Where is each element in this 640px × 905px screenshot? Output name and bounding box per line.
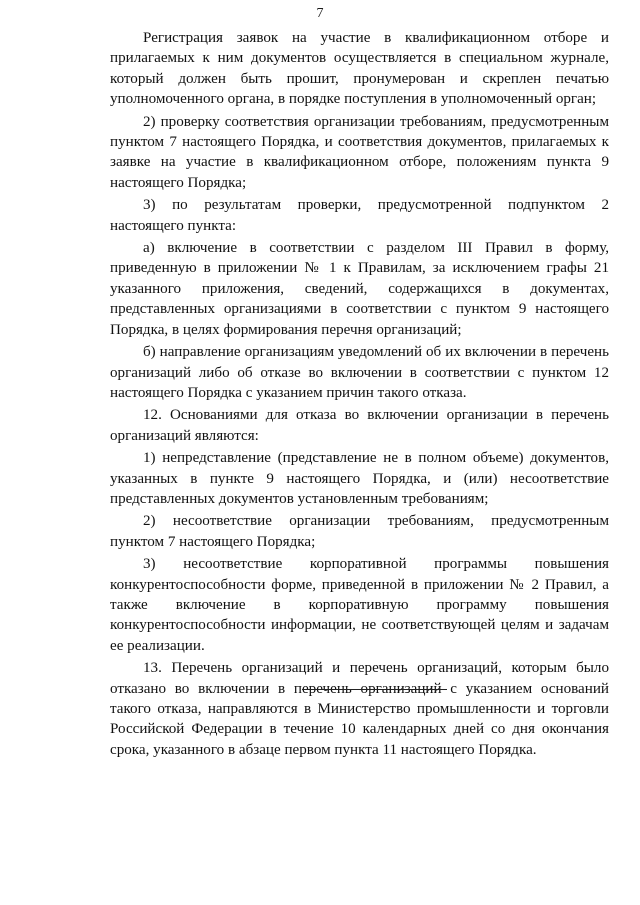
page-number: 7 [316, 6, 324, 21]
paragraph-subitem-b: б) направление организациям уведомлений об их включении в перечень организаций либо об отказе во включении в соответствии с пунктом 12 настоящего Порядка с указанием причин такого отказа. [110, 344, 609, 401]
paragraph-clause-12-item-1: 1) непредставление (представление не в полном объеме) документов, указанных в пункте 9 настоящего Порядка, и (или) несоответствие представленных документов установленным требованиям; [110, 450, 609, 507]
paragraph-clause-12-item-3: 3) несоответствие корпоративной программы повышения конкурентоспособности форме, приведенной в приложении № 2 Правил, а также включение в корпоративную программу повышения конкурентоспособности информации, не соответствующей целям и задачам ее реализации. [110, 556, 609, 654]
end-of-document-rule [302, 689, 447, 690]
paragraph-item-3-results: 3) по результатам проверки, предусмотренной подпунктом 2 настоящего пункта: [110, 197, 609, 234]
paragraph-clause-13: 13. Перечень организаций и перечень организаций, которым было отказано во включении в перечень организаций с указанием оснований такого отказа, направляются в Министерство промышленности и торговли Российской Федерации в течение 10 календарных дней со дня окончания срока, указанного в абзаце первом пункта 11 настоящего Порядка. [110, 660, 609, 758]
paragraph-clause-12: 12. Основаниями для отказа во включении организации в перечень организаций являются: [110, 407, 609, 444]
paragraph-clause-12-item-2: 2) несоответствие организации требованиям, предусмотренным пунктом 7 настоящего Порядка; [110, 513, 609, 550]
paragraph-item-2-check: 2) проверку соответствия организации требованиям, предусмотренным пунктом 7 настоящего Порядка, и соответствия документов, прилагаемых к заявке на участие в квалификационном отборе, положениям пункта 9 настоящего Порядка; [110, 113, 609, 191]
document-body [110, 28, 609, 762]
paragraph-registration: Регистрация заявок на участие в квалификационном отборе и прилагаемых к ним документов осуществляется в специальном журнале, который должен быть прошит, пронумерован и скреплен печатью уполномоченного органа, в порядке поступления в уполномоченный орган; [110, 30, 609, 108]
paragraph-subitem-a: а) включение в соответствии с разделом III Правил в форму, приведенную в приложении № 1 к Правилам, за исключением графы 21 указанного приложения, сведений, содержащихся в документах, представленных организациями в соответствии с пунктом 9 настоящего Порядка, в целях формирования перечня организаций; [110, 240, 609, 338]
